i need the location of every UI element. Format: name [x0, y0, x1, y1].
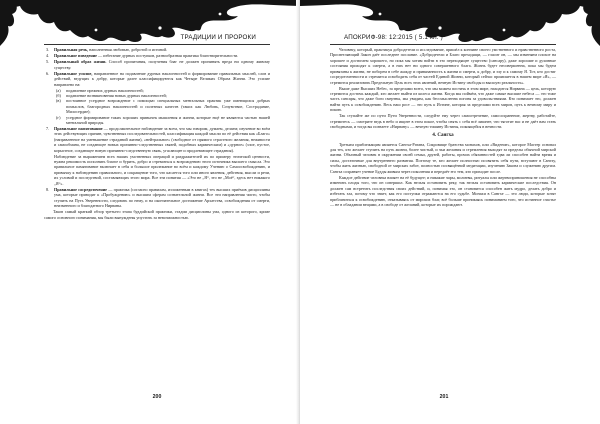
paragraph: Так ступайте же по пути Пути Уверенности, следуйте ему через самоотречение, самосохранение, жертву, работайте, стремитесь — смотрите ведь в небо и ищите в этом покое, чтобы снять с себя всё лишнее, что тяготит вас и не даёт вам стать свободными, и тогда вы познаете «Нирвану» — вечную тишину Истины, покоящейся в вечности. — [330, 113, 556, 130]
list-item: 7. Правильное памятование — продолжительное наблюдение за всем, что мы говорим, думаем, делаем; изучение во всём этих действующих причин, чувственных последовательностей, классификация каждой мысли по её действия как «Благо» (направленное на уменьшение страданий жизни), «нейтральное» (свободное от прямого страстного желания, неживости и самообмана, не создающее новых причинно-следственных связей, подобных кармическим) и «дурное» (злое, пустое, корыстное, создающее новую причинно-следственную связь, угасающее и продлевающее страдания). — [46, 125, 271, 153]
header-rule — [330, 44, 556, 45]
right-text-column — [330, 47, 556, 208]
running-header: АПОКРИФ-98: 12:2015 ( 5.1 кл. ) — [344, 34, 443, 41]
page-number: 201 — [439, 394, 449, 400]
sub-item: (г) усердное формирование таких хороших привычек мышления и жизни, которые ещё не являются частью нашей ментальной природы. — [56, 114, 270, 126]
sub-item: (б) подавление возникновения новых дурных наклонностей; — [56, 93, 167, 98]
paragraph: Каждое действие человека влияет на её будущее; и никакие чары, молитвы, ритуалы или жертвоприношения не способны изменить плоды того, что он совершил. Как нельзя остановить реку, так нельзя остановить кармические последствия. Он должен сам встретить последствия своих действий, и, понимая это, он становится способен жить мудро, делать добро и избегать зла, потому что знает, как его поступки отражаются на его судьбе. Монахи в Сангхе — это люди, которые хотят приблизиться к освобождению, отказываясь от мирских благ, всё больше проникаясь пониманием того, что истинное счастье — не в обладании вещами, а в свободе от желаний, которые их порождают. — [330, 174, 556, 207]
paragraph: Человеку, который, практикуя добродетели и исследование, пришёл к кончине своего умственного и нравственного роста, Просветляющий Закон даёт последнее послание. «Добродетели и Благо преходящи, — гласит он, — мы изменяем плохое на хорошее и достигаем хорошего, но пока мы хотим войти в это переходящее существо (сансару), даже хорошие и духовные состояния приходят к смерти, а в них нет ни одного совершенного блага. Жизнь будет несовершенна, пока мы будем привязаны к жизни, не поборем в себе жажду и привязанность к жизни и смерти, к добру, и злу и к самому Я. Тот, кто достиг сосредоточенности и стремится освободить себя от частей Единой Жизни, который сейчас проявляется в нашем мире «Я», — стремится реализовать Предельную Цель всех этих явлений, вечную Истину свободы и высшую реальность». — [330, 47, 556, 85]
list-item: Наблюдение за выражением всех наших умственных операций и раздражителей их по примеру этической ценности, нужна решимость исполнять благое и бурить, добро и стремиться к возрождению этого источника высшего смысла. Это правильное памятование включает в себя и большое прилежание во всём и каждому Учению о Самоосвобождению, и привычку к наблюдению правильного, и сокращение того, что касается того или иного явления, действия, мысли и речи, их условий и последствий, составляющих этого мира. Все эти понятия — «Это не „Я“, это не „Моё“, здесь нет никакого „Я“». — [54, 153, 270, 186]
sub-item: (в) постоянное усердное возрождение с помощью специальных ментальных практик уже имеющихся добрых помыслов, благородных наклонностей и полезных качеств (таких как Любовь, Сочувствие, Сострадание, Милосердие); — [56, 98, 270, 115]
paragraph: Выше даже Высших Небес, за пределами всего, что мы можем постичь в этом мире, находится Нирвана — цель, которую стремится достичь каждый, кто желает выйти из колеса жизни. Когда мы поймём, что даже самые высшие небеса — это тоже часть сансары, что даже боги смертны, мы увидим, как бессмысленна погоня за удовольствиями. Кто понимает это, должен найти путь к освобождению. Весь наш рост — это путь к Истине, которая за пределами всех миров, путь к вечному миру и покою. — [330, 85, 556, 113]
list-item: 4. Правильное поведение — избегание дурных поступков, разнообразная практика благотворительности. — [46, 53, 239, 59]
list-item: 3. Правильная речь, наполненная любовью, добротой и истиной. — [46, 47, 168, 52]
list-item: 5. Правильный образ жизни. Способ пропитания, получения благ не должен причинять вреда ни одному живому существу. — [46, 59, 270, 70]
left-text-column — [44, 47, 270, 221]
list-item: 8. Правильное сосредоточение — практика (согласно правилам, изложенным в книгах) тех высших приёмов дисциплины ума, которые приводят к «Пробуждению» и высшим сферам сознательной жизни. Все эти направления чисто, чтобы ступить на Путь Уверенности, следовать по нему, и на окончательное достижение Архатства, освобождения от смерти, неизменного и благодатного Нирваны. — [46, 186, 270, 209]
section-title: 4. Сангха — [432, 132, 454, 138]
right-page — [300, 0, 600, 424]
running-header: ТРАДИЦИИ И ПРОРОКИ — [180, 34, 256, 41]
closing-paragraph: Таков самый краткий обзор третьего этапа буддийской практики, стадии дисциплины ума, одного из которого, кроме самого основного понимания, мы были вынуждены упустить за невозможностью. — [44, 209, 270, 220]
paragraph: Третьим приблежащим является Сангха-Ратана, Сокровище братства монахов, или «Видение», которое Мастер основал для тех, кто желает ступить на путь жизни, более чистый, и чьи желания и стремления выходят за пределы обычной мирской жизни. Обычный человек в окружении своей семьи, друзей, работы, прочих обязанностей едва ли способен найти время и силы, достаточные для внутреннего развития. Поэтому те, кто желает полностью посвятить себя пути, вступают в Сангху, чтобы жить жизнью, свободной от мирских забот, полностью посвящённой медитации, изучению Закона и служению другим. Сангха сохраняет учение Будды живым через поколения и передаёт его тем, кто приходит после. — [330, 141, 556, 174]
header-rule — [44, 44, 270, 45]
list-item: 6. Правильное усилие, направленное на подавление дурных наклонностей и формирование правильных мыслей, слов и действий, ведущих к добру, которые далее классифицируются как Четыре Великих Образа Жизни. Это усилие направлено на: — [46, 70, 270, 87]
sub-item: (а) подавление прежних дурных наклонностей; — [56, 87, 144, 93]
page-number: 200 — [152, 394, 162, 400]
